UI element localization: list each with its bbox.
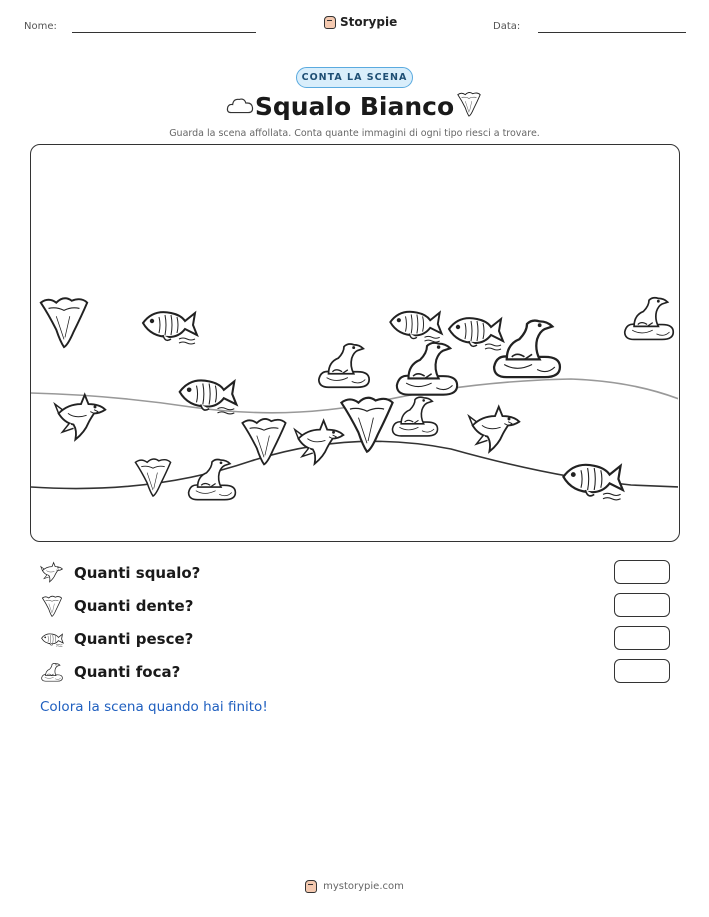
date-line[interactable] bbox=[538, 32, 686, 33]
question-label: Quanti squalo? bbox=[74, 564, 201, 582]
tooth-figure bbox=[341, 398, 392, 452]
question-row-seal bbox=[40, 658, 670, 686]
answer-box-seal[interactable] bbox=[614, 659, 670, 683]
seal-figure bbox=[392, 397, 437, 436]
brand-name: Storypie bbox=[340, 15, 398, 29]
tooth-title-icon bbox=[455, 90, 483, 118]
shark-figure bbox=[469, 407, 519, 452]
seal-figure bbox=[189, 460, 236, 500]
storypie-footer-icon bbox=[305, 880, 317, 893]
tooth-icon bbox=[40, 594, 64, 618]
fish-figure bbox=[180, 380, 237, 413]
activity-badge: CONTA LA SCENA bbox=[296, 67, 413, 88]
answer-box-tooth[interactable] bbox=[614, 593, 670, 617]
name-line[interactable] bbox=[72, 32, 256, 33]
seal-figure bbox=[319, 344, 369, 387]
fish-figure bbox=[563, 465, 622, 500]
shark-figure bbox=[55, 395, 105, 440]
question-label: Quanti foca? bbox=[74, 663, 181, 681]
question-row-shark bbox=[40, 559, 670, 587]
shark-icon bbox=[40, 561, 64, 585]
scene-frame bbox=[30, 144, 680, 542]
question-label: Quanti pesce? bbox=[74, 630, 194, 648]
scene-canvas bbox=[31, 145, 678, 540]
fish-figure bbox=[390, 312, 441, 342]
footer-url[interactable]: mystorypie.com bbox=[323, 881, 404, 892]
footer bbox=[0, 880, 709, 893]
fish-icon bbox=[40, 627, 64, 651]
storypie-icon bbox=[324, 16, 336, 29]
answer-box-fish[interactable] bbox=[614, 626, 670, 650]
tooth-figure bbox=[135, 459, 170, 496]
seal-figure bbox=[494, 321, 560, 378]
tooth-figure bbox=[242, 419, 285, 465]
seal-icon bbox=[40, 660, 64, 684]
brand-logo bbox=[324, 15, 397, 29]
question-label: Quanti dente? bbox=[74, 597, 194, 615]
seal-figure bbox=[625, 298, 674, 340]
closing-note: Colora la scena quando hai finito! bbox=[40, 699, 268, 715]
question-row-fish bbox=[40, 625, 670, 653]
name-label: Nome: bbox=[24, 21, 57, 32]
instructions: Guarda la scena affollata. Conta quante immagini di ogni tipo riesci a trovare. bbox=[169, 128, 540, 139]
tooth-figure bbox=[41, 298, 87, 347]
answer-box-shark[interactable] bbox=[614, 560, 670, 584]
question-row-tooth bbox=[40, 592, 670, 620]
fish-figure bbox=[143, 312, 197, 344]
shark-figure bbox=[295, 421, 344, 464]
fish-figure bbox=[449, 318, 503, 350]
date-label: Data: bbox=[493, 21, 521, 32]
page-title: Squalo Bianco bbox=[254, 92, 455, 121]
seal-figure bbox=[397, 343, 457, 395]
